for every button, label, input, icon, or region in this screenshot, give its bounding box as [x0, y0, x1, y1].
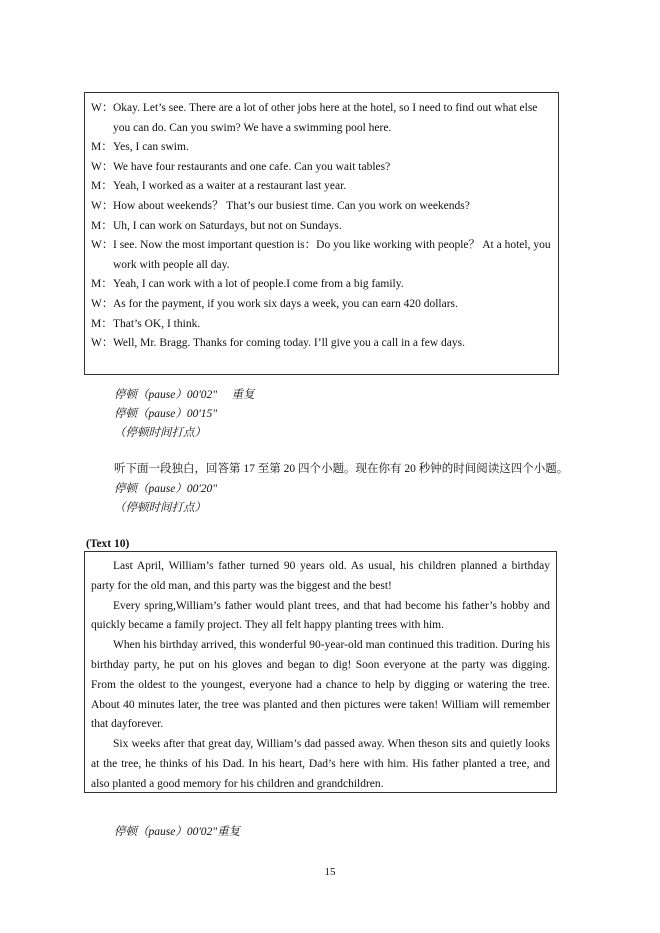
- dialogue-line: [91, 177, 550, 197]
- dialogue-text: Well, Mr. Bragg. Thanks for coming today. I’ll give you a call in a few days.: [113, 337, 465, 350]
- dialogue-text: That’s OK, I think.: [113, 317, 201, 330]
- dialogue-line: [91, 315, 550, 335]
- dialogue-text: you can do. Can you swim? We have a swimming pool here.: [113, 121, 392, 134]
- listening-instruction: 听下面一段独白，回答第 17 至第 20 四个小题。现在你有 20 秒钟的时间阅读这四个小题。: [114, 463, 569, 475]
- page-number: 15: [324, 866, 336, 878]
- speaker-label: W：: [91, 239, 114, 252]
- dialogue-text: I see. Now the most important question is：Do you like working with people？ At a hotel, you: [113, 239, 551, 252]
- passage-paragraph-1: Last April, William’s father turned 90 years old. As usual, his children planned a birthday party for the old man, and this party was the biggest and the best!: [91, 560, 550, 592]
- speaker-label: M：: [91, 141, 113, 154]
- passage-paragraph-2: Every spring,William’s father would plant trees, and that had become his father’s hobby and quickly became a family project. They all felt happy planting trees with him.: [91, 599, 550, 632]
- dialogue-line: [91, 236, 550, 275]
- speaker-label: M：: [91, 317, 113, 330]
- pause-note-1: 停顿（pause）00'02" 重复: [114, 389, 255, 401]
- dialogue-line: [91, 99, 550, 138]
- time-mark-note-2: （停顿时间打点）: [114, 502, 206, 514]
- dialogue-text: As for the payment, if you work six days a week, you can earn 420 dollars.: [113, 297, 458, 310]
- speaker-label: W：: [91, 102, 114, 114]
- text10-title: (Text 10): [86, 538, 130, 550]
- speaker-label: W：: [91, 337, 114, 350]
- dialogue-line: [91, 334, 550, 354]
- pause-note-3: 停顿（pause）00'20": [114, 483, 218, 495]
- passage-paragraph-4: Six weeks after that great day, William’s dad passed away. When theson sits and quietly looks at the tree, he thinks of his Dad. In his heart, Dad’s here with him. His father planted a tree, and also planted a good memory for his children and grandchildren.: [91, 738, 550, 790]
- speaker-label: W：: [91, 199, 114, 212]
- dialogue-text: Uh, I can work on Saturdays, but not on Sundays.: [113, 219, 342, 232]
- dialogue-box: [84, 92, 559, 375]
- speaker-label: M：: [91, 219, 113, 232]
- dialogue-text: Okay. Let’s see. There are a lot of other jobs here at the hotel, so I need to find out what else: [113, 102, 538, 114]
- dialogue-line: [91, 217, 550, 237]
- dialogue-text: work with people all day.: [113, 258, 230, 271]
- dialogue-text: Yes, I can swim.: [113, 141, 189, 154]
- dialogue-line: [91, 158, 550, 178]
- pause-note-2: 停顿（pause）00'15": [114, 408, 218, 420]
- dialogue-text: Yeah, I worked as a waiter at a restaurant last year.: [113, 180, 347, 193]
- dialogue-text: We have four restaurants and one cafe. Can you wait tables?: [113, 160, 391, 173]
- passage-box: [84, 551, 557, 793]
- dialogue-text: Yeah, I can work with a lot of people.I come from a big family.: [113, 278, 404, 291]
- passage-paragraph-3: When his birthday arrived, this wonderful 90-year-old man continued this tradition. During his birthday party, he put on his gloves and began to dig! Soon everyone at the party was digging. From the oldest to the youngest, everyone had a chance to help by digging or watering the tree. About 40 minutes later, the tree was planted and then pictures were taken! William will remember that dayforever.: [91, 639, 550, 731]
- dialogue-line: [91, 138, 550, 158]
- dialogue-line: [91, 295, 550, 315]
- dialogue-text: How about weekends？ That’s our busiest time. Can you work on weekends?: [113, 199, 470, 212]
- speaker-label: W：: [91, 160, 114, 173]
- time-mark-note-1: （停顿时间打点）: [114, 427, 206, 439]
- speaker-label: M：: [91, 278, 113, 291]
- dialogue-line: [91, 275, 550, 295]
- pause-note-4: 停顿（pause）00'02"重复: [114, 826, 241, 838]
- speaker-label: W：: [91, 297, 114, 310]
- speaker-label: M：: [91, 180, 113, 193]
- dialogue-line: [91, 197, 550, 217]
